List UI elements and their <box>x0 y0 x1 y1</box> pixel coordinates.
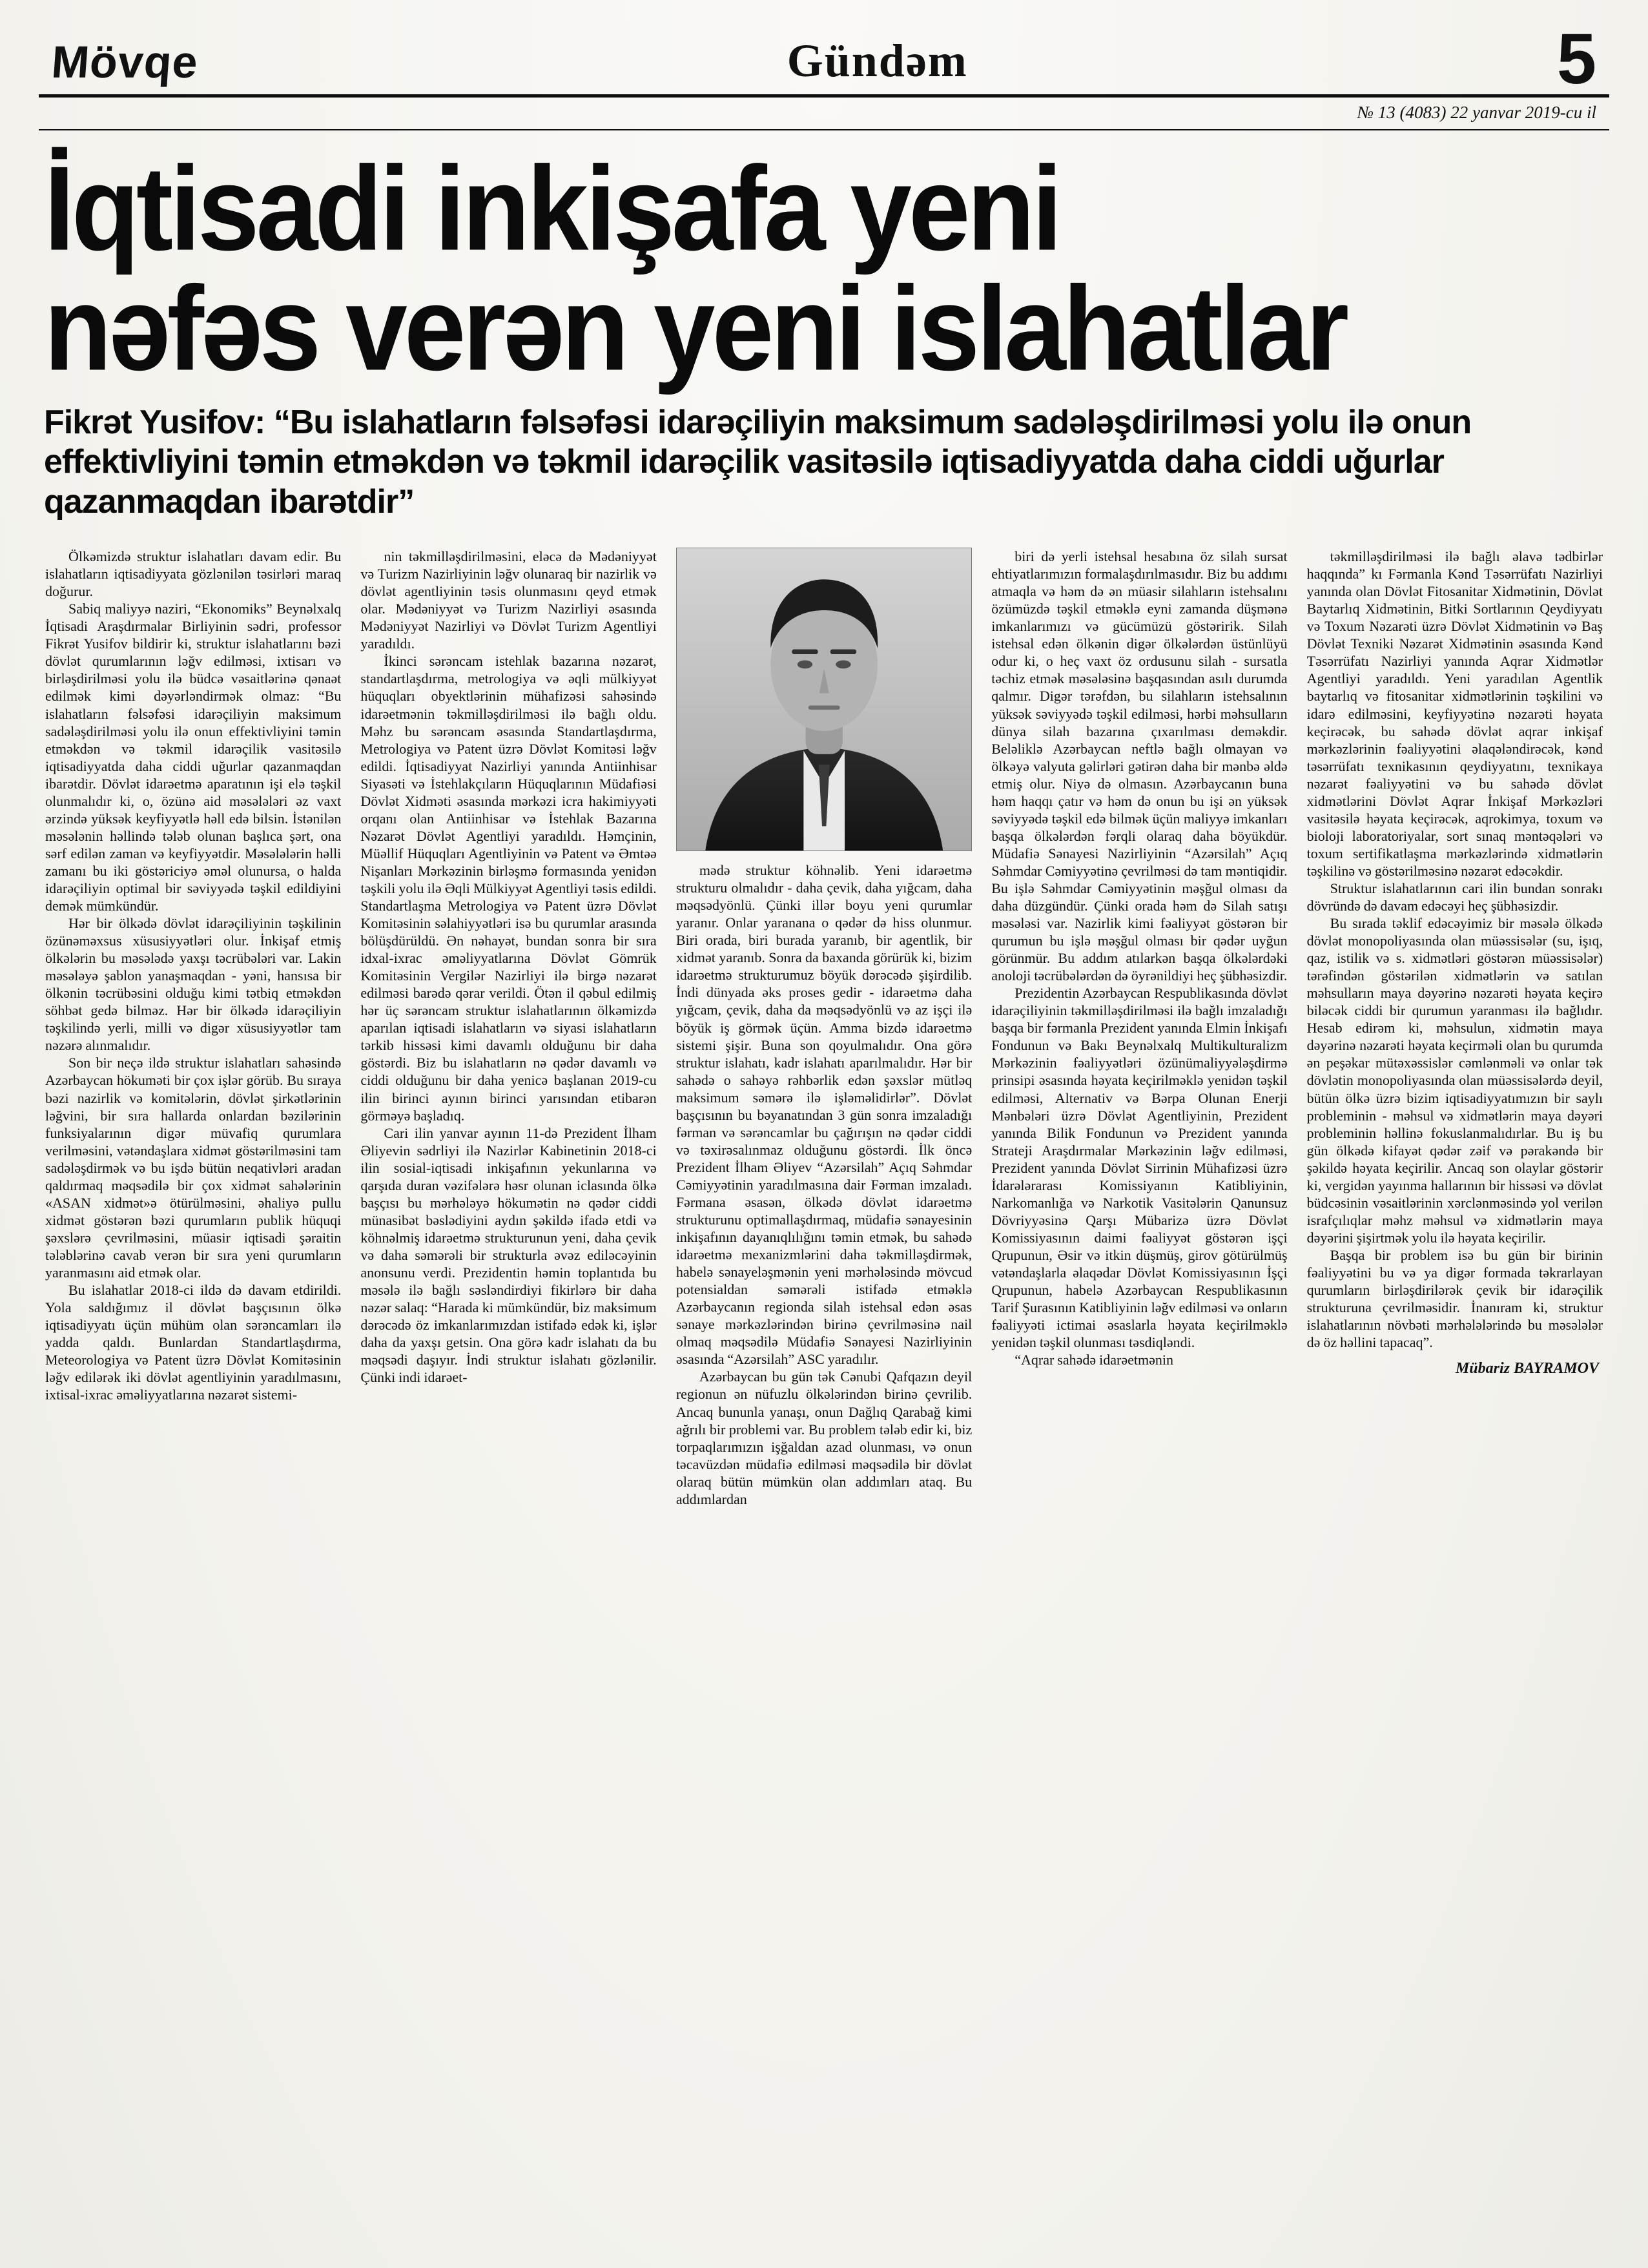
article-paragraph: Ölkəmizdə struktur islahatları davam edir. Bu islahatların iqtisadiyyata gözlənilən təsirləri maraq doğurur. <box>45 548 342 600</box>
article-column-4 <box>991 548 1287 1508</box>
article-headline <box>39 130 1609 396</box>
portrait-photo-graphic <box>677 548 971 850</box>
masthead-page-number: 5 <box>1556 19 1596 99</box>
article-byline: Mübariz BAYRAMOV <box>1455 1360 1600 1377</box>
column-text <box>676 861 972 1508</box>
column-text <box>45 548 341 1403</box>
masthead-section-name: Mövqe <box>50 37 200 87</box>
column-text <box>1307 548 1603 1351</box>
masthead <box>39 19 1609 99</box>
article-paragraph: nin təkmilləşdirilməsini, eləcə də Mədəniyyət və Turizm Nazirliyinin ləğv olunaraq bir nazirlik və dövlət agentliyinin təsis olunmasını qeyd etmək olar. Mədəniyyət və Turizm Nazirliyi əsasında Mədəniyyət Nazirliyi və Dövlət Turizm Agentliyi yaradıldı. <box>360 548 657 652</box>
portrait-photo <box>676 548 972 851</box>
article-paragraph: təkmilləşdirilməsi ilə bağlı əlavə tədbirlər haqqında” kı Fərmanla Kənd Təsərrüfatı Nazirliyi yanında olan Dövlət Fitosanitar Xidmətinin, Dövlət Baytarlıq Xidmətinin, Bitki Sortlarının Qeydiyyatı və Toxum Nəzarəti üzrə Dövlət Xidmətinin və Baş Dövlət Texniki Nəzarət Xidmətinin əsasında Kənd Təsərrüfatı Nazirliyi yanında Aqrar Xidmətlər Agentliyi yaradıldı. Yeni yaradılan Agentlik baytarlıq və fitosanitar xidmətlərinin təşkilini və idarə edilməsini, keyfiyyətinə nəzarəti həyata keçirəcək, bu sahədə dövlət aqrar inkişaf mərkəzlərinin fəaliyyətini əlaqələndirəcək, kənd təsərrüfatı texnikasının qeydiyyatını, texnikaya nəzarət fəaliyyətini və bu sahədə dövlət xidmətlərini Dövlət Aqrar İnkişaf Mərkəzləri vasitəsilə həyata keçirəcək, aqrokimya, toxum və bioloji laboratoriyalar, sort sınaq məntəqələri və toxum sertifikatlaşma mərkəzlərində xidmətlərin təşkilinə və göstərilməsinə nəzarət edəcəkdir. <box>1306 548 1603 879</box>
article-paragraph: Sabiq maliyyə naziri, “Ekonomiks” Beynəlxalq İqtisadi Araşdırmalar Birliyinin sədri, professor Fikrət Yusifov bildirir ki, struktur islahatlarını bəzi dövlət qurumlarının ləğv edilməsi, ixtisarı və birləşdirilməsi yolu ilə büdcə vəsaitlərinə qənaət edilmək kimi dəyərləndirmək olmaz: “Bu islahatların fəlsəfəsi idarəçiliyin maksimum sadələşdirilməsi yolu ilə onun effektivliyini təmin etməkdən və təkmil idarəçilik vasitəsilə iqtisadiyyatda daha ciddi uğurlar qazanmaqdan ibarətdir. Dövlət idarəetmə aparatının işi elə təşkil olunmalıdır ki, o, özünə aid məsələləri əz vaxt ərzində yüksək keyfiyyətlə həll edə bilsin. İstənilən məsələnin həllində tələb olunan başlıca şərt, ona sərf edilən zaman və keyfiyyətdir. Məsələlərin həlli zamanı bu iki göstəriciyə əməl olunursa, o halda idarəçiliyin optimal bir səviyyədə təşkil edildiyini demək mümkündür. <box>45 601 342 914</box>
article-paragraph: Azərbaycan bu gün tək Cənubi Qafqazın deyil regionun ən nüfuzlu ölkələrindən birinə çevrilib. Ancaq bununla yanaşı, onun Dağlıq Qarabağ kimi ağrılı bir problemi var. Bu problem tələb edir ki, biz torpaqlarımızın işğaldan azad olunması, və onun təcavüzdən müdafiə edilməsi məqsədilə bir dövlət olaraq bütün mümkün olan addımları ataq. Bu addımlardan <box>675 1368 973 1507</box>
article-column-1 <box>45 548 341 1508</box>
article-paragraph: Cari ilin yanvar ayının 11-də Prezident İlham Əliyevin sədrliyi ilə Nazirlər Kabinetinin 2018-ci ilin sosial-iqtisadi inkişafının yekunlarına və qarşıda duran vəzifələrə həsr olunan iclasında ölkə başçısı bu mərhələyə hökumətin nə qədər ciddi münasibət bəslədiyini aydın şəkildə ifadə etdi və köhnəlmiş idarəetmə strukturunun yeni, daha çevik və daha səmərəli bir strukturla əvəz ediləcəyinin anonsunu verdi. Prezidentin həmin toplantıda bu məsələ ilə bağlı səsləndirdiyi fikirlərə bir daha nəzər salaq: “Harada ki mümkündür, biz maksimum dərəcədə öz imkanlarımızdan istifadə edək ki, işlər daha da yaxşı getsin. Ona görə kadr islahatı da bu məqsədi daşıyır. İndi struktur islahatı gözlənilir. Çünki indi idarəet- <box>360 1124 657 1386</box>
issue-line: № 13 (4083) 22 yanvar 2019-cu il <box>39 98 1609 130</box>
article-paragraph: İkinci sərəncam istehlak bazarına nəzarət, standartlaşdırma, metrologiya və əqli mülkiyyət hüquqları obyektlərinin mühafizəsi sahəsində idarəetmənin təkmilləşdirilməsi ilə bağlı oldu. Məhz bu sərəncam əsasında Standartlaşdırma, Metrologiya və Patent üzrə Dövlət Komitəsi ləğv edildi. İqtisadiyyat Nazirliyi yanında Antiinhisar Siyasəti və İstehlakçıların Hüquqlarının Müdafiəsi Dövlət Xidməti əsasında mərkəzi icra hakimiyyəti orqanı olan Antiinhisar və İstehlak Bazarına Nəzarət Dövlət Agentliyi yaradıldı. Həmçinin, Müəllif Hüquqları Agentliyinin və Patent və Əmtəə Nişanları Mərkəzinin birləşmə formasında yenidən təşkili yolu ilə Əqli Mülkiyyət Agentliyi təsis edildi. Standartlaşma Metrologiya və Patent üzrə Dövlət Komitəsinin səlahiyyətləri isə bu qurumlar arasında bölüşdürüldü. Ən nəhayət, bundan sonra bir sıra idxal-ixrac əməliyyatlarına Dövlət Gömrük Komitəsinin Vergilər Nazirliyi ilə birgə nəzarət edilməsi barədə qərar verildi. Ötən il qəbul edilmiş hər üç sərəncam struktur islahatlarının ölkəmizdə aparılan iqtisadi islahatların və siyasi islahatların tərkib hissəsi kimi davamlı olduğunu bir daha göstərdi. Biz bu islahatların nə qədər davamlı və ciddi olduğunu bir daha yenicə başlanan 2019-cu ilin birinci ayının birinci yarısından etibarən görməyə başladıq. <box>360 653 657 1124</box>
article-paragraph: Bu islahatlar 2018-ci ildə də davam etdirildi. Yola saldığımız il dövlət başçısının ölkə iqtisadiyyatı üçün mühüm olan sərəncamları ilə yadda qaldı. Bunlardan Standartlaşdırma, Meteorologiya və Patent üzrə Dövlət Komitəsinin ləğv edilərək iki dövlət agentliyinin yaradılmasını, ixtisal-ixrac əməliyyatlarına nəzarət sistemi- <box>45 1282 342 1403</box>
article-body <box>39 541 1609 1508</box>
headline-line-1: İqtisadi inkişafa yeni <box>44 141 1060 276</box>
article-paragraph: “Aqrar sahədə idarəetmənin <box>1015 1352 1173 1368</box>
article-subheadline: Fikrət Yusifov: “Bu islahatların fəlsəfəsi idarəçiliyin maksimum sadələşdirilməsi yolu ilə onun effektivliyini təmin etməkdən və təkmil idarəçilik vasitəsilə iqtisadiyyatda daha ciddi uğurlar qazanmaqdan ibarətdir” <box>44 404 1472 521</box>
article-paragraph: Prezidentin Azərbaycan Respublikasında dövlət idarəçiliyinin təkmilləşdirilməsi ilə bağlı imzaladığı başqa bir fərmanla Prezident yanında Elmin İnkişafı Fondunun və Bakı Beynəlxalq Multikulturalizm Mərkəzinin fəaliyyətləri özünümaliyyələşdirmə prinsipi əsasında həyata keçirilməklə yenidən təşkil edilməsi, Alternativ və Bərpa Olunan Enerji Mənbələri üzrə Dövlət Agentliyinin, Prezident yanında Bilik Fondunun və Prezident yanında Strateji Araşdırmalar Mərkəzinin ləğv edilməsi, Prezident yanında Dövlət Sirrinin Mühafizəsi üzrə İdarələrarası Komissiyanın Katibliyinin, Narkomanlığa və Narkotik Vasitələrin Qanunsuz Dövriyyəsinə Qarşı Mübarizə üzrə Dövlət Komissiyasının daimi fəaliyyət göstərən işçi Qrupunun, Əsir və itkin düşmüş, girov götürülmüş vətəndaşlarla əlaqədar Dövlət Komissiyasının İşçi Qrupunun, habelə Azərbaycan Respublikasının Tarif Şurasının Katibliyinin ləğv edilməsi və onların fəaliyyəti ictimai əsaslarla həyata keçirilməklə yenidən təşkil olunması təsdiqləndi. <box>991 985 1288 1351</box>
article-column-5 <box>1307 548 1603 1508</box>
column-text <box>360 548 656 1386</box>
article-paragraph: Son bir neçə ildə struktur islahatları sahəsində Azərbaycan hökuməti bir çox işlər görüb. Bu sıraya bəzi nazirlik və komitələrin, dövlət şirkətlərinin ləğvini, bir sıra hallarda onlardan bəzilərinin funksiyalarının digər müvafiq qurumlara verilməsini, vətəndaşlara xidmət göstərilməsini tam sadələşdirmək və bu işdə bütün neqativləri aradan qaldırmaq məqsədilə bir çox xidmət sahələrinin «ASAN xidmət»ə ötürülməsini, əhaliyə pullu xidmət göstərən bəzi qurumların publik hüquqi şəxslərə çevrilməsini, müasir iqtisadi şəraitin tələblərinə cavab verən bir sıra yeni qurumların yaranmasını aid etmək olar. <box>45 1055 342 1281</box>
article-paragraph: Struktur islahatlarının cari ilin bundan sonrakı dövründə də davam edəcəyi heç şübhəsizdir. <box>1306 880 1603 914</box>
article-paragraph: Bu sırada təklif edəcəyimiz bir məsələ ölkədə dövlət monopoliyasında olan müəssisələr (su, işıq, qaz, istilik və s. xidmətləri göstərən müəssisələr) tərəfindən göstərilən xidmətlərin və satılan məhsulların maya dəyərinə nəzarəti həyata keçirə biləcək ciddi bir qurumun yaranması ilə bağlıdır. Hesab edirəm ki, məhsulun, xidmətin maya dəyərinə nəzarəti həyata keçirməli olan bu qurumda ən peşəkar mütəxəssislər cəmlənməli və onlar tək dövlətin monopoliyasında olan müəssisələrdə deyil, bütün ölkə üzrə bizim iqtisadiyyatımızın bir saylı probleminin - məhsul və xidmətlərin maya dəyəri probleminin həllinə fokuslanmalıdırlar. Bu iş bu gün ölkədə kifayət qədər zəif və pərakəndə bir şəkildə həyata keçirilir. Ancaq son olaylar göstərir ki, vergidən yayınma hallarının bir hissəsi və dövlət büdcəsinin vəsaitlərinin xərclənməsində yol verilən israfçılıqlar məhz məhsul və xidmətlərin maya dəyərini şişirtmək yolu ilə həyata keçirilir. <box>1306 915 1603 1246</box>
article-column-3 <box>676 548 972 1508</box>
column-text <box>991 548 1287 1368</box>
article-paragraph: biri də yerli istehsal hesabına öz silah sursat ehtiyatlarımızın formalaşdırılmasıdır. Biz bu addımı atmaqla və həm də ən müasir silahların istehsalını özümüzdə təşkil etməklə eyni zamanda düşmənə imkanlarımızı və gücümüzü göstəririk. Silah istehsal edən ölkənin digər ölkələrdən üstünlüyü odur ki, o heç vaxt öz ordusunu silah - sursatla təchiz etmək məsələsinə başqasından asılı durumda qalmır. Digər tərəfdən, bu silahların istehsalının yüksək səviyyədə təşkil edilməsi, hərbi məhsulların dünya silah bazarına çıxarılması deməkdir. Beləliklə Azərbaycan neftlə bağlı olmayan və ölkəyə valyuta gəlirləri gətirən daha bir mənbə əldə etmiş olur. Niyə də olmasın. Azərbaycanın buna həm haqqı çatır və həm də onun bu işi ən yüksək səviyyədə təşkil edə bilmək üçün maliyyə imkanları başqa ölkələrdən fərqli olaraq daha böyükdür. Müdafiə Sənayesi Nazirliyinin “Azərsilah” Açıq Səhmdar Cəmiyyətinə çevrilməsi də tam məntiqidir. Bu işlə Səhmdar Cəmiyyətinin məşğul olması da daha düzgündür. Çünki orada həm də Silah satışı məsələsi var. Nazirlik kimi fəaliyyət göstərən bir qurumun bu işlə məşğul olması bir qədər uyğun görünmür. Bu addım atılarkən başqa ölkələrdəki anoloji təcrübələrdən də öyrənildiyi heç şübhəsizdir. <box>991 548 1288 984</box>
article-column-2 <box>360 548 656 1508</box>
article-paragraph: Başqa bir problem isə bu gün bir birinin fəaliyyətini bu və ya digər formada təkrarlayan qurumların birləşdirilərək çevik bir idarəçilik strukturuna çevrilməsidir. İnanıram ki, struktur islahatlarının növbəti mərhələlərində bu məsələlər də öz həllini tapacaq”. <box>1306 1246 1603 1351</box>
article-paragraph: mədə struktur köhnəlib. Yeni idarəetmə strukturu olmalıdır - daha çevik, daha yığcam, daha məqsədyönlü. Çünki illər boyu yeni qurumlar yaranır. Onlar yaranana o qədər də hiss olunmur. Biri orada, biri burada yaranıb, bir agentlik, bir xidmət yaranıb. Sonra da baxanda görürük ki, bizim idarəetmə strukturumuz böyük dərəcədə şişirdilib. İndi dünyada əks proses gedir - idarəetmə daha yığcam, çevik, daha da məqsədyönlü və az işçi ilə böyük iş görmək üçün. Amma bizdə idarəetmə sistemi şişir. Buna son qoyulmalıdır. Ona görə struktur islahatı, kadr islahatı aparılmalıdır. Hər bir sahədə o sahəyə rəhbərlik edən şəxslər mütləq maksimum səmərə ilə işləməlidirlər”. Dövlət başçısının bu bəyanatından 3 gün sonra imzaladığı fərman və sərəncamlar bu çağırışın nə qədər ciddi və təxirəsalınmaz olduğunu göstərdi. İlk öncə Prezident İlham Əliyev “Azərsilah” Açıq Səhmdar Cəmiyyətinin yaradılmasına dair Fərman imzaladı. Fərmana əsasən, ölkədə dövlət idarəetmə strukturunu optimallaşdırmaq, müdafiə sənayesinin inkişafının dayanıqlılığını təmin etmək, bu sahədə idarəetmə mexanizmlərini daha təkmilləşdirmək, habelə sənayeləşmənin yeni mərhələsində mövcud potensialdan səmərəli istifadə etməklə Azərbaycanın regionda silah istehsal edən əsas sənaye mərkəzlərindən birinə çevrilməsinə nail olmaq məqsədilə Müdafiə Sənayesi Nazirliyinin əsasında “Azərsilah” ASC yaradılır. <box>675 862 973 1368</box>
masthead-page-title: Gündəm <box>787 35 968 87</box>
article-paragraph: Hər bir ölkədə dövlət idarəçiliyinin təşkilinin özünəməxsus xüsusiyyətləri olur. İnkişaf etmiş ölkələrin bu məsələdə yaxşı təcrübələri var. Lakin məsələyə şablon yanaşmaqdan - yəni, hansısa bir ölkənin təcrübəsini olduğu kimi tətbiq etməkdən söhbət gedə bilməz. Hər bir ölkədə idarəçiliyin təşkilində yerli, milli və digər xüsusiyyətlər tam nəzərə alınmalıdır. <box>45 915 342 1054</box>
headline-line-2: nəfəs verən yeni islahatlar <box>44 262 1346 396</box>
